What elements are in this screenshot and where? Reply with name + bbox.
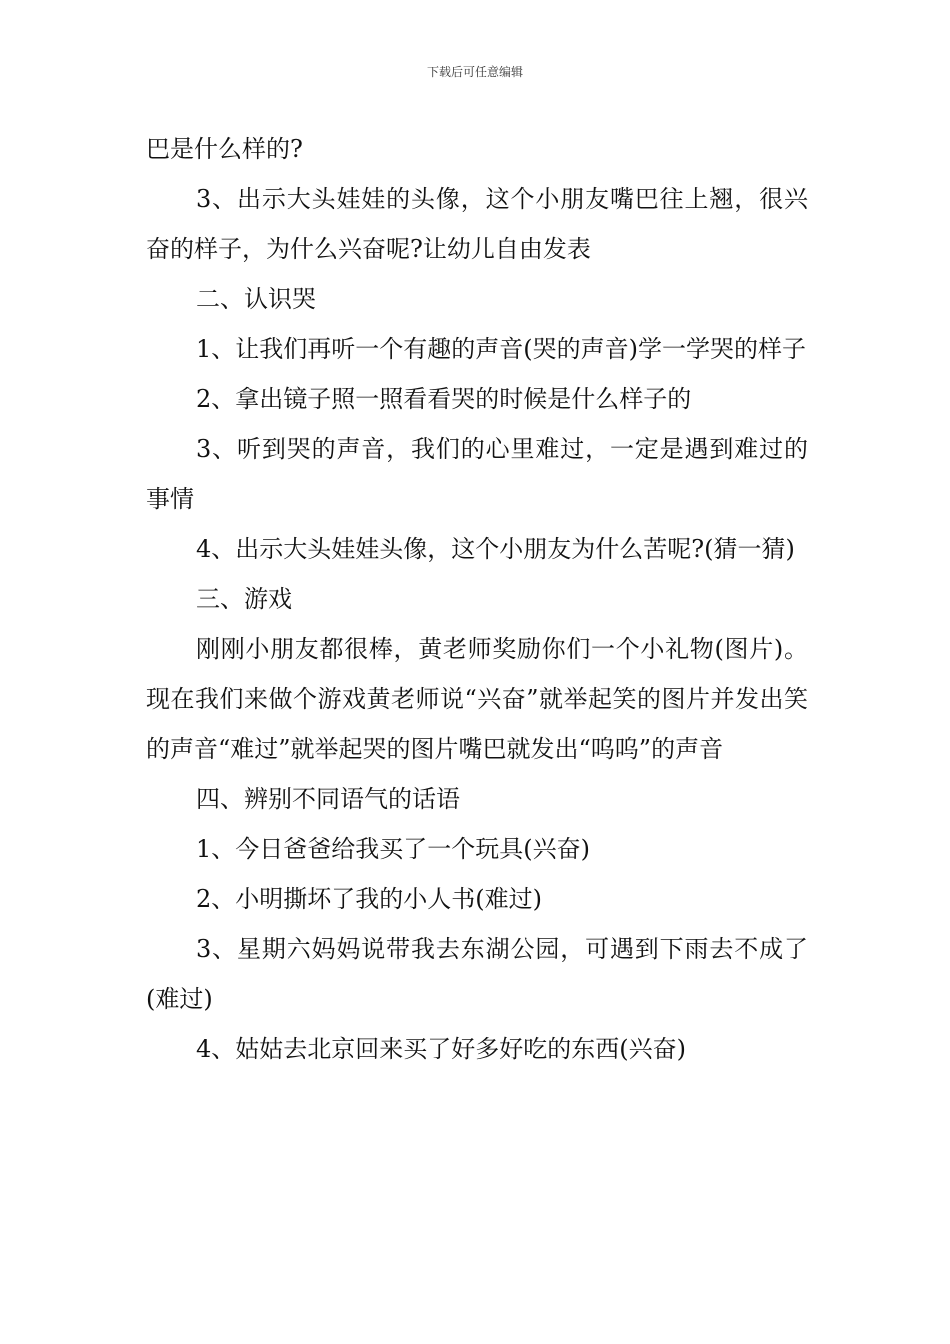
paragraph-tone-item-1: 1、今日爸爸给我买了一个玩具(兴奋) — [196, 835, 590, 863]
paragraph-item-3-excited: 3、出示大头娃娃的头像，这个小朋友嘴巴往上翘，很兴奋的样子，为什么兴奋呢?让幼儿自由发表 — [146, 185, 808, 263]
page-header: 下载后可任意编辑 — [426, 65, 523, 79]
paragraph-tone-item-3: 3、星期六妈妈说带我去东湖公园，可遇到下雨去不成了(难过) — [146, 935, 808, 1013]
paragraph-item-3-sad: 3、听到哭的声音，我们的心里难过，一定是遇到难过的事情 — [146, 435, 808, 513]
section-heading-game: 三、游戏 — [196, 585, 292, 613]
paragraph-game-description: 刚刚小朋友都很棒，黄老师奖励你们一个小礼物(图片)。现在我们来做个游戏黄老师说“兴奋”就举起笑的图片并发出笑的声音“难过”就举起哭的图片嘴巴就发出“呜呜”的声音 — [146, 635, 808, 763]
paragraph-tone-item-4: 4、姑姑去北京回来买了好多好吃的东西(兴奋) — [196, 1035, 686, 1063]
section-heading-tone: 四、辨别不同语气的话语 — [196, 785, 460, 813]
paragraph-item-4-guess: 4、出示大头娃娃头像，这个小朋友为什么苦呢?(猜一猜) — [196, 535, 795, 563]
section-heading-crying: 二、认识哭 — [196, 285, 316, 313]
paragraph-continuation: 巴是什么样的? — [146, 135, 303, 163]
paragraph-item-2-mirror: 2、拿出镜子照一照看看哭的时候是什么样子的 — [196, 385, 692, 413]
document-body — [146, 124, 808, 1074]
paragraph-tone-item-2: 2、小明撕坏了我的小人书(难过) — [196, 885, 542, 913]
paragraph-item-1-listen: 1、让我们再听一个有趣的声音(哭的声音)学一学哭的样子 — [196, 335, 806, 363]
